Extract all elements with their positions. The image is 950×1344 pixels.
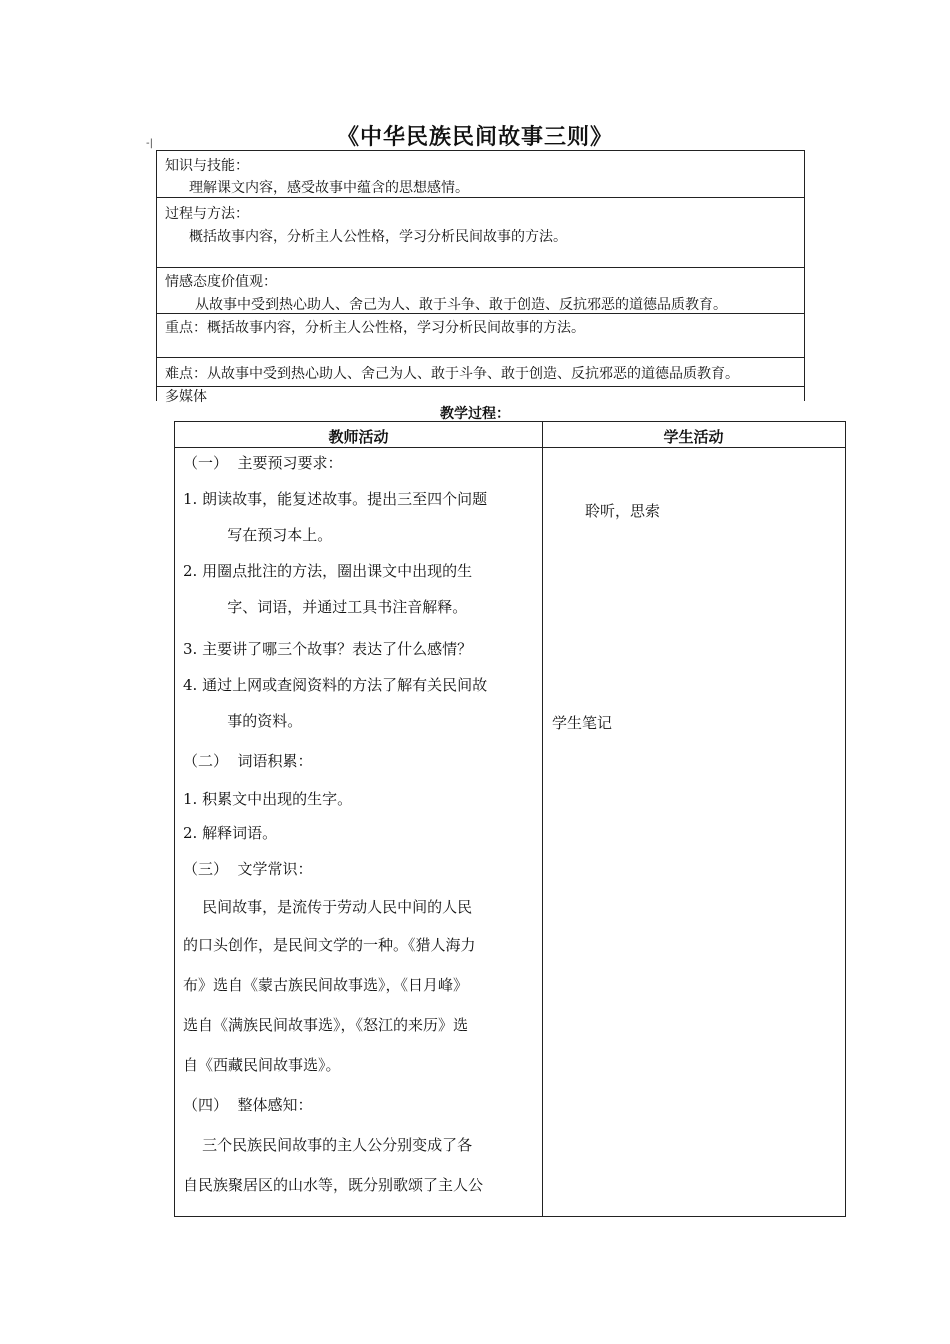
emotion-row (157, 268, 804, 314)
teacher-line: 2. 解释词语。 (183, 824, 278, 842)
process-label: 过程与方法： (165, 206, 249, 222)
process-row (157, 198, 804, 268)
objectives-table (156, 150, 805, 405)
header-divider (175, 447, 845, 448)
teacher-line: 1. 朗读故事，能复述故事。提出三至四个问题 (183, 490, 488, 508)
media-text: 多媒体 (165, 389, 207, 405)
teacher-line: 2. 用圈点批注的方法，圈出课文中出现的生 (183, 562, 473, 580)
emotion-label: 情感态度价值观： (165, 274, 277, 290)
knowledge-text: 理解课文内容，感受故事中蕴含的思想感情。 (189, 180, 469, 196)
process-title: 教学过程： (440, 406, 510, 422)
teacher-line: （一） 主要预习要求： (183, 454, 343, 472)
student-activity-header: 学生活动 (663, 428, 724, 446)
key-point-row (157, 314, 804, 358)
teacher-line: 写在预习本上。 (213, 526, 333, 544)
student-notes-text: 学生笔记 (552, 714, 613, 732)
teacher-line: 事的资料。 (213, 712, 303, 730)
process-table (174, 421, 846, 1217)
knowledge-label: 知识与技能： (165, 158, 249, 174)
teacher-line: （三） 文学常识： (183, 860, 313, 878)
teacher-line: 布》选自《蒙古族民间故事选》，《日月峰》 (183, 976, 469, 994)
emotion-text: 从故事中受到热心助人、舍己为人、敢于斗争、敢于创造、反抗邪恶的道德品质教育。 (195, 297, 727, 313)
key-point-text: 重点：概括故事内容，分析主人公性格，学习分析民间故事的方法。 (165, 320, 585, 336)
teacher-line: （四） 整体感知： (183, 1096, 313, 1114)
teacher-line: 自《西藏民间故事选》。 (183, 1056, 341, 1074)
media-row (157, 387, 804, 405)
teacher-line: 3. 主要讲了哪三个故事？表达了什么感情？ (183, 640, 473, 658)
teacher-line: 三个民族民间故事的主人公分别变成了各 (183, 1136, 473, 1154)
knowledge-row (157, 151, 804, 198)
difficulty-text: 难点：从故事中受到热心助人、舍己为人、敢于斗争、敢于创造、反抗邪恶的道德品质教育。 (165, 366, 739, 382)
teacher-line: 选自《满族民间故事选》，《怒江的来历》选 (183, 1016, 469, 1034)
difficulty-row (157, 358, 804, 387)
teacher-line: 1. 积累文中出现的生字。 (183, 790, 353, 808)
student-listen-text: 聆听，思索 (585, 502, 661, 520)
teacher-line: （二） 词语积累： (183, 752, 313, 770)
document-title: 《中华民族民间故事三则》 (336, 125, 613, 150)
teacher-activity-header: 教师活动 (328, 428, 389, 446)
margin-marker: -| (146, 138, 153, 149)
teacher-line: 4. 通过上网或查阅资料的方法了解有关民间故 (183, 676, 488, 694)
teacher-line: 字、词语，并通过工具书注音解释。 (213, 598, 468, 616)
teacher-line: 的口头创作，是民间文学的一种。《猎人海力 (183, 936, 476, 954)
column-divider (542, 422, 543, 1216)
teacher-line: 民间故事，是流传于劳动人民中间的人民 (183, 898, 473, 916)
process-text: 概括故事内容，分析主人公性格，学习分析民间故事的方法。 (189, 229, 567, 245)
teacher-line: 自民族聚居区的山水等，既分别歌颂了主人公 (183, 1176, 484, 1194)
